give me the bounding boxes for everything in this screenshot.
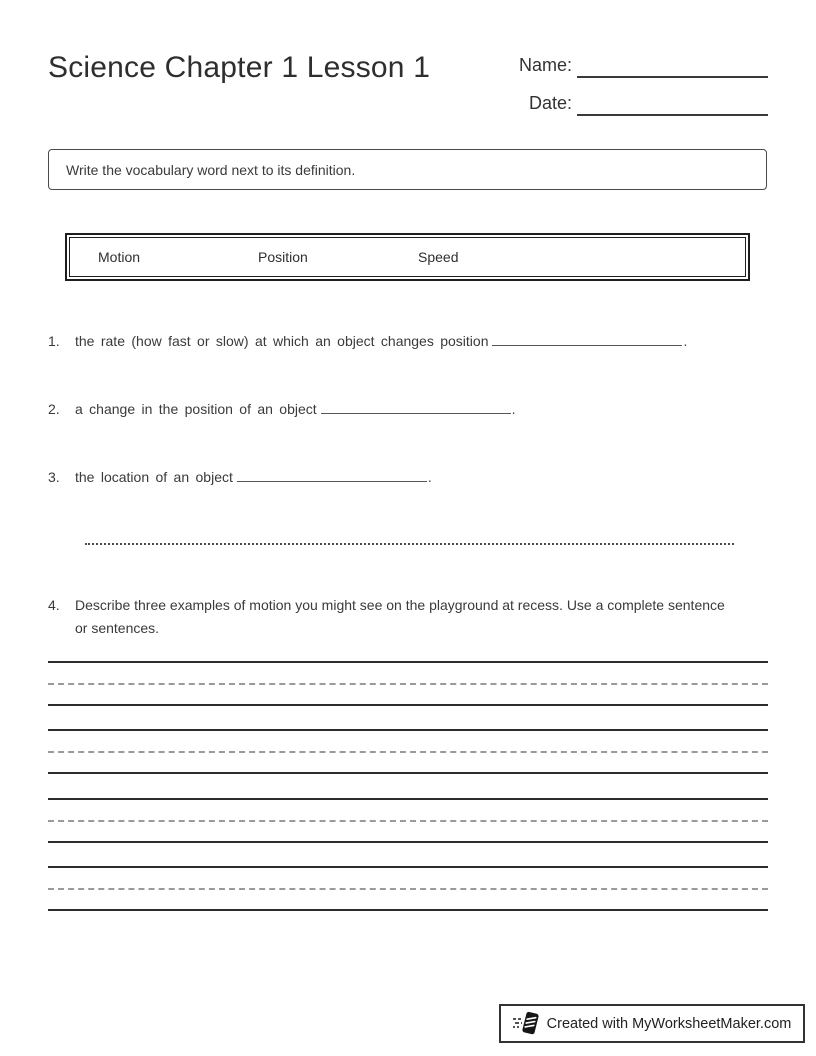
answer-blank-line xyxy=(321,401,511,414)
question-number: 3. xyxy=(48,469,60,485)
footer-credit-text: Created with MyWorksheetMaker.com xyxy=(546,1015,792,1032)
section-divider-dotted xyxy=(85,543,734,545)
writing-guide-dashed-line xyxy=(48,820,768,822)
question-text: the location of an object . xyxy=(75,469,432,485)
date-label: Date: xyxy=(528,93,572,113)
name-blank-line xyxy=(577,52,768,78)
writing-guide-solid-line xyxy=(48,729,768,731)
worksheet-maker-logo-icon xyxy=(513,1010,540,1038)
word-bank-word: Speed xyxy=(418,249,459,265)
date-field-row xyxy=(500,90,768,116)
name-field-row xyxy=(500,52,768,78)
footer-credit-box xyxy=(499,1004,805,1043)
word-bank-inner xyxy=(69,237,746,277)
question-number: 1. xyxy=(48,333,60,349)
writing-guide-solid-line xyxy=(48,909,768,911)
question-4 xyxy=(48,594,725,640)
writing-guide-solid-line xyxy=(48,704,768,706)
question-text: the rate (how fast or slow) at which an object changes position . xyxy=(75,333,688,349)
date-blank-line xyxy=(577,90,768,116)
instructions-box xyxy=(48,149,767,190)
word-bank xyxy=(65,233,750,281)
answer-blank-line xyxy=(492,333,682,346)
question-number: 4. xyxy=(48,597,60,613)
question-number: 2. xyxy=(48,401,60,417)
page-title: Science Chapter 1 Lesson 1 xyxy=(48,51,431,84)
word-bank-word: Motion xyxy=(98,249,141,265)
word-bank-word: Position xyxy=(258,249,308,265)
answer-blank-line xyxy=(237,469,427,482)
question-1 xyxy=(48,330,687,353)
question-3 xyxy=(48,466,432,489)
writing-guide-dashed-line xyxy=(48,888,768,890)
instructions-text: Write the vocabulary word next to its definition. xyxy=(66,161,356,178)
writing-guide-solid-line xyxy=(48,866,768,868)
question-2 xyxy=(48,398,516,421)
writing-guide-dashed-line xyxy=(48,751,768,753)
writing-guide-solid-line xyxy=(48,841,768,843)
writing-guide-solid-line xyxy=(48,798,768,800)
writing-guide-solid-line xyxy=(48,661,768,663)
question-text: a change in the position of an object . xyxy=(75,401,516,417)
writing-guide-solid-line xyxy=(48,772,768,774)
question-text: Describe three examples of motion you might see on the playground at recess. Use a complete sentence or sentences. xyxy=(75,597,725,636)
writing-guide-dashed-line xyxy=(48,683,768,685)
name-label: Name: xyxy=(518,55,572,75)
